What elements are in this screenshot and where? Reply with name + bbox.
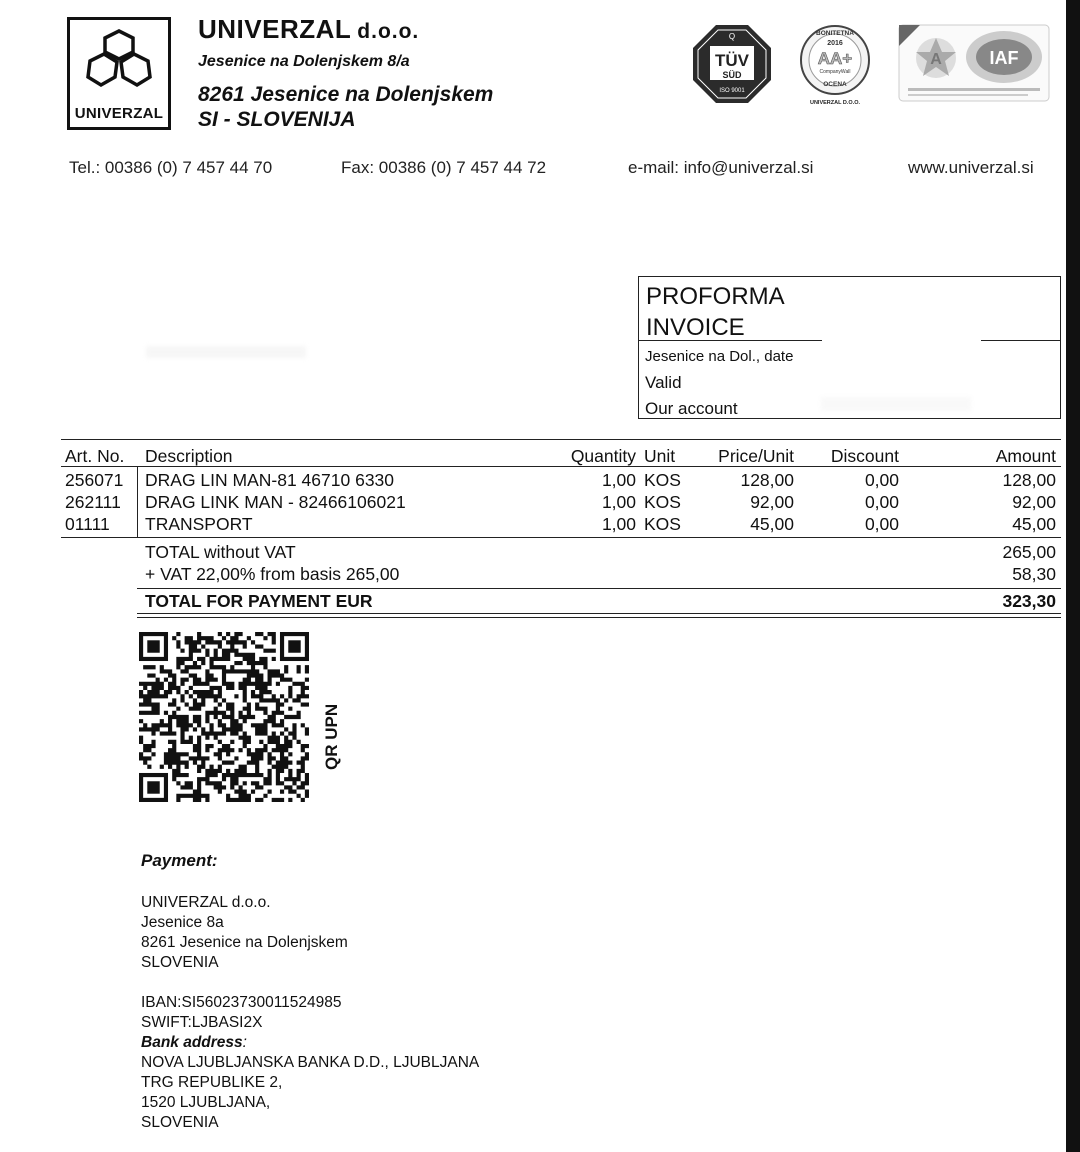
header-price: Price/Unit [718,446,794,466]
proforma-divider [639,340,822,341]
contact-website[interactable]: www.univerzal.si [908,158,1034,177]
payee-street: Jesenice 8a [141,914,224,931]
row-amount: 128,00 [1002,470,1056,490]
proforma-title-line1: PROFORMA [646,283,785,310]
iaf-accreditation-badge [898,24,1050,102]
contact-email[interactable]: e-mail: info@univerzal.si [628,158,814,177]
qr-finder-pattern [282,634,307,659]
qr-finder-pattern [141,775,166,800]
contact-phone: Tel.: 00386 (0) 7 457 44 70 [69,158,273,177]
row-discount: 0,00 [864,470,899,490]
bonitetna-year: 2016 [827,40,843,47]
row-price: 45,00 [750,514,794,534]
total-for-payment-value: 323,30 [1002,591,1056,611]
totals-rule [137,588,1061,589]
table-art-column-rule [137,466,138,537]
row-art-no: 262111 [65,492,121,512]
row-unit: KOS [644,514,681,534]
row-description: TRANSPORT [145,514,253,534]
bonitetna-bottom-text: OCENA [823,81,847,88]
row-quantity: 1,00 [601,470,636,490]
contact-fax: Fax: 00386 (0) 7 457 44 72 [341,158,547,177]
total-without-vat-label: TOTAL without VAT [145,542,296,562]
row-amount: 92,00 [1012,492,1056,512]
company-logo [67,17,171,130]
qr-upn-label: QR UPN [322,703,341,770]
tuv-main-text: TÜV [715,51,749,70]
row-art-no: 256071 [65,470,124,490]
row-amount: 45,00 [1012,514,1056,534]
row-unit: KOS [644,492,681,512]
bonitetna-rating: AA+ [817,49,853,68]
row-discount: 0,00 [864,492,899,512]
payee-country: SLOVENIA [141,954,219,971]
row-art-no: 01111 [65,514,110,534]
header-unit: Unit [644,446,676,466]
header-amount: Amount [995,446,1056,466]
total-for-payment-label: TOTAL FOR PAYMENT EUR [145,591,373,611]
payment-double-rule-bottom [137,617,1061,618]
company-city: 8261 Jesenice na Dolenjskem [198,83,494,106]
proforma-title [646,281,785,343]
company-suffix: d.o.o. [357,20,420,43]
row-discount: 0,00 [864,514,899,534]
bank-address-heading: Bank address: [141,1034,247,1051]
bank-address-heading-text: Bank address [141,1034,243,1051]
header-discount: Discount [830,446,899,466]
payment-heading: Payment: [141,851,218,870]
proforma-divider-right [981,340,1060,341]
proforma-account-label: Our account [645,399,738,418]
proforma-info-box [638,276,1061,419]
redacted-customer-address [146,346,306,358]
company-street: Jesenice na Dolenjskem 8/a [198,53,410,70]
company-country: SI - SLOVENIJA [198,108,356,131]
row-quantity: 1,00 [601,492,636,512]
bank-country: SLOVENIA [141,1114,219,1131]
swift: SWIFT:LJBASI2X [141,1014,263,1031]
company-name-text: UNIVERZAL [198,14,352,44]
iaf-text: IAF [989,48,1019,68]
bank-street: TRG REPUBLIKE 2, [141,1074,283,1091]
company-name [198,14,419,45]
row-price: 92,00 [750,492,794,512]
bonitetna-caption: UNIVERZAL D.O.O. [809,100,861,106]
table-rows-rule [61,537,1061,538]
vat-label: + VAT 22,00% from basis 265,00 [145,564,400,584]
logo-emblem-icon [80,28,158,104]
payment-double-rule-top [137,613,1061,614]
logo-text: UNIVERZAL [74,105,164,122]
redacted-account [821,397,971,411]
bonitetna-company: CompanyWall [819,69,851,75]
header-description: Description [145,446,233,466]
qr-code [139,632,309,802]
tuv-certification-badge [692,24,772,104]
total-without-vat-value: 265,00 [1002,542,1056,562]
tuv-sub-text: SÜD [722,70,742,80]
bonitetna-rating-badge [798,24,872,106]
scan-edge [1066,0,1080,1152]
row-unit: KOS [644,470,681,490]
payee-city: 8261 Jesenice na Dolenjskem [141,934,348,951]
row-price: 128,00 [740,470,794,490]
svg-text:A: A [930,51,942,68]
tuv-iso-text: ISO 9001 [719,88,745,94]
header-art-no: Art. No. [65,446,125,466]
bank-city: 1520 LJUBLJANA, [141,1094,271,1111]
row-description: DRAG LINK MAN - 82466106021 [145,492,406,512]
table-top-rule [61,439,1061,440]
iban: IBAN:SI56023730011524985 [141,994,342,1011]
proforma-date-label: Jesenice na Dol., date [645,348,794,365]
bank-name: NOVA LJUBLJANSKA BANKA D.D., LJUBLJANA [141,1054,480,1071]
qr-finder-pattern [141,634,166,659]
row-description: DRAG LIN MAN-81 46710 6330 [145,470,395,490]
row-quantity: 1,00 [601,514,636,534]
payee-name: UNIVERZAL d.o.o. [141,894,271,911]
proforma-title-line2: INVOICE [646,314,745,341]
vat-value: 58,30 [1012,564,1056,584]
proforma-valid-label: Valid [645,373,682,392]
header-quantity: Quantity [570,446,636,466]
tuv-top-text: Q [728,32,736,41]
bonitetna-top-text: BONITETNA [816,30,854,37]
